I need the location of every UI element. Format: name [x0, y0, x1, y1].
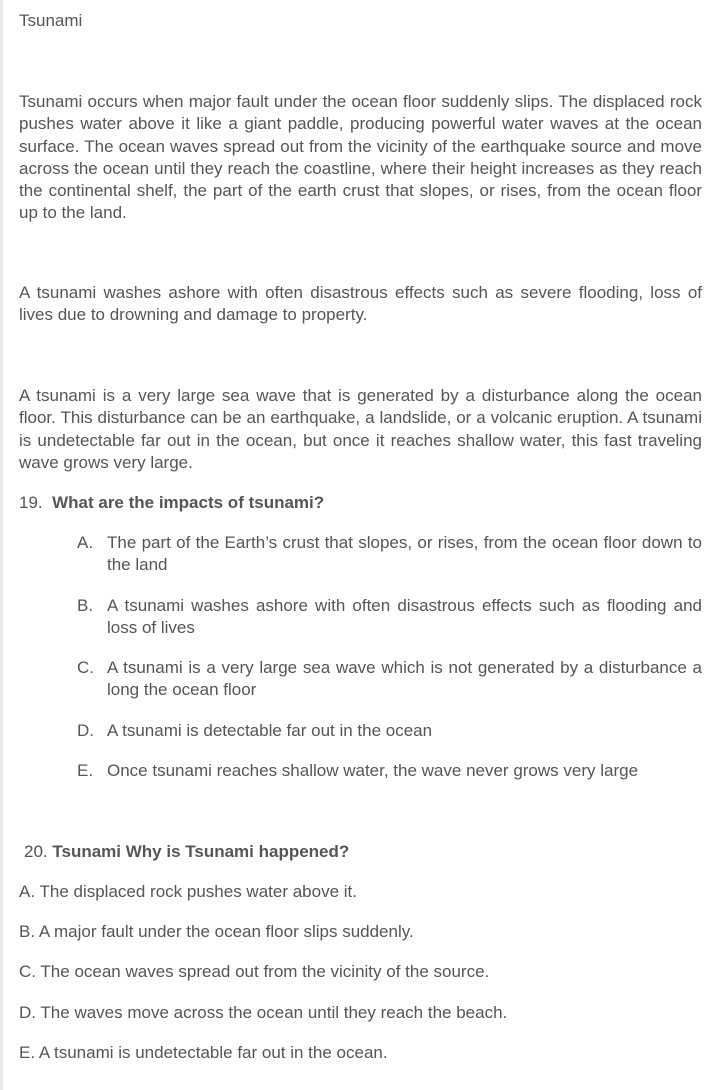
question-text: Tsunami Why is Tsunami happened?: [52, 842, 350, 861]
q19-option-a[interactable]: [77, 532, 702, 577]
q20-option-a[interactable]: [19, 881, 702, 903]
question-20: [24, 841, 349, 863]
option-letter: E.: [19, 1043, 36, 1062]
option-letter: E.: [77, 761, 94, 780]
page-left-border: [0, 0, 3, 1090]
option-letter: B.: [19, 922, 36, 941]
option-text: A tsunami is detectable far out in the ocean: [107, 721, 433, 740]
option-text: The ocean waves spread out from the vicinity of the source.: [40, 962, 490, 981]
option-letter: B.: [77, 596, 94, 615]
option-text: The waves move across the ocean until they reach the beach.: [40, 1003, 508, 1022]
option-text: A tsunami is a very large sea wave which is not generated by a disturbance a long the ocean floor: [107, 658, 702, 700]
question-text: What are the impacts of tsunami?: [52, 493, 325, 512]
option-text: The part of the Earth’s crust that slopes, or rises, from the ocean floor down to the land: [107, 533, 702, 575]
document-title: Tsunami: [19, 11, 83, 30]
q20-option-d[interactable]: [19, 1002, 702, 1024]
paragraph-2: A tsunami washes ashore with often disastrous effects such as severe flooding, loss of lives due to drowning and damage to property.: [19, 283, 702, 325]
option-letter: A.: [77, 533, 94, 552]
q20-option-e[interactable]: [19, 1042, 702, 1064]
option-text: Once tsunami reaches shallow water, the wave never grows very large: [107, 761, 639, 780]
question-19: [19, 492, 324, 514]
option-text: A tsunami washes ashore with often disastrous effects such as flooding and loss of lives: [107, 596, 702, 638]
q19-option-e[interactable]: [77, 760, 702, 782]
option-letter: A.: [19, 882, 36, 901]
option-letter: C.: [19, 962, 36, 981]
q19-option-c[interactable]: [77, 657, 702, 702]
option-text: The displaced rock pushes water above it.: [39, 882, 357, 901]
option-letter: C.: [77, 658, 94, 677]
paragraph-3: A tsunami is a very large sea wave that is generated by a disturbance along the ocean floor. This disturbance can be an earthquake, a landslide, or a volcanic eruption. A tsunami is undetectable far out in the ocean, but once it reaches shallow water, this fast traveling wave grows very large.: [19, 386, 702, 472]
q20-option-c[interactable]: [19, 961, 702, 983]
q19-option-b[interactable]: [77, 595, 702, 640]
q19-option-d[interactable]: [77, 720, 702, 742]
option-letter: D.: [19, 1003, 36, 1022]
q20-option-b[interactable]: [19, 921, 702, 943]
paragraph-1: Tsunami occurs when major fault under the ocean floor suddenly slips. The displaced rock pushes water above it like a giant paddle, producing powerful water waves at the ocean surface. The ocean waves spread out from the vicinity of the earthquake source and move across the ocean until they reach the coastline, where their height increases as they reach the continental shelf, the part of the earth crust that slopes, or rises, from the ocean floor up to the land.: [19, 92, 702, 223]
option-text: A tsunami is undetectable far out in the ocean.: [38, 1043, 388, 1062]
question-number: 19.: [19, 493, 43, 512]
option-letter: D.: [77, 721, 94, 740]
question-number: 20.: [24, 842, 48, 861]
option-text: A major fault under the ocean floor slips suddenly.: [38, 922, 414, 941]
